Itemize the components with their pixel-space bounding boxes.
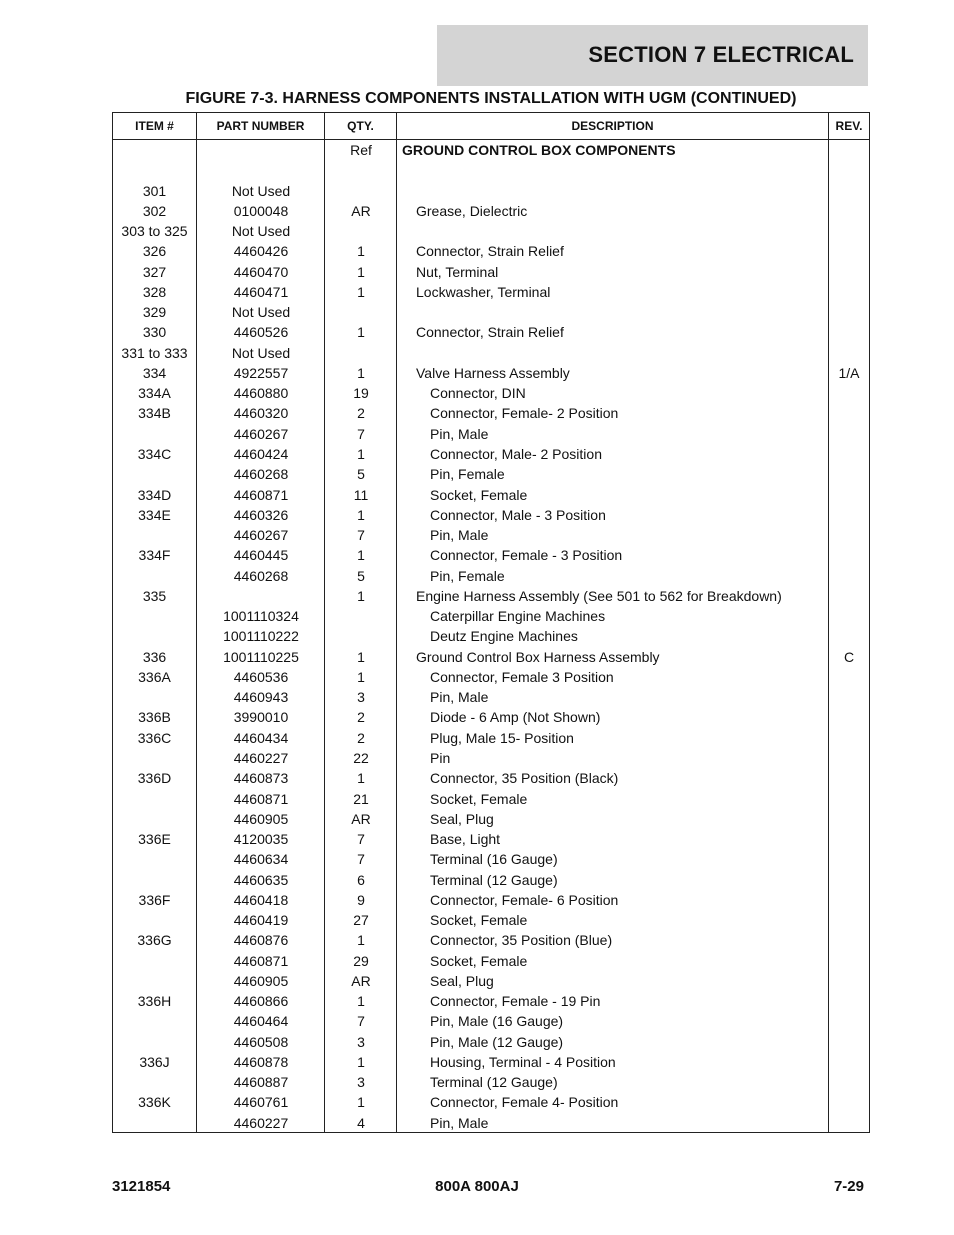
table-row bbox=[113, 545, 869, 565]
qty-cell: 7 bbox=[357, 425, 365, 442]
item-cell: 336 bbox=[142, 648, 167, 665]
qty-cell: 1 bbox=[357, 770, 365, 787]
footer-model: 800A 800AJ bbox=[435, 1178, 519, 1195]
item-cell: 334F bbox=[138, 547, 171, 564]
description-cell: Connector, 35 Position (Black) bbox=[430, 770, 619, 787]
qty-cell: 1 bbox=[357, 445, 365, 462]
qty-cell: Ref bbox=[350, 142, 372, 158]
qty-cell: 7 bbox=[357, 1013, 365, 1030]
table-row bbox=[113, 626, 869, 646]
qty-cell: 1 bbox=[357, 648, 365, 665]
description-cell: Pin, Male bbox=[430, 1114, 489, 1131]
item-cell: 301 bbox=[142, 182, 167, 199]
description-cell: GROUND CONTROL BOX COMPONENTS bbox=[402, 142, 676, 158]
item-cell: 336C bbox=[137, 729, 172, 746]
part-number-cell: 4460536 bbox=[233, 668, 289, 685]
table-row bbox=[113, 586, 869, 606]
column-header-rev: REV. bbox=[835, 119, 863, 133]
table-row bbox=[113, 1092, 869, 1112]
table-row bbox=[113, 322, 869, 342]
table-row bbox=[113, 140, 869, 160]
qty-cell: 1 bbox=[357, 932, 365, 949]
qty-cell: 1 bbox=[357, 993, 365, 1010]
description-cell: Lockwasher, Terminal bbox=[416, 283, 551, 300]
qty-cell: 1 bbox=[357, 587, 365, 604]
column-header-item: ITEM # bbox=[135, 119, 174, 133]
item-cell: 336E bbox=[138, 831, 171, 848]
table-row bbox=[113, 160, 869, 180]
part-number-cell: 4460424 bbox=[233, 445, 289, 462]
table-row bbox=[113, 1072, 869, 1092]
item-cell: 335 bbox=[142, 587, 167, 604]
description-cell: Base, Light bbox=[430, 831, 501, 848]
part-number-cell: 4460268 bbox=[233, 567, 289, 584]
description-cell: Seal, Plug bbox=[430, 810, 494, 827]
part-number-cell: 4460943 bbox=[233, 689, 289, 706]
qty-cell: 1 bbox=[357, 1053, 365, 1070]
table-row bbox=[113, 485, 869, 505]
qty-cell: AR bbox=[351, 202, 371, 219]
table-row bbox=[113, 302, 869, 322]
item-cell: 334E bbox=[138, 506, 171, 523]
qty-cell: 5 bbox=[357, 466, 365, 483]
part-number-cell: 4460878 bbox=[233, 1053, 289, 1070]
qty-cell: 1 bbox=[357, 668, 365, 685]
table-row bbox=[113, 687, 869, 707]
description-cell: Socket, Female bbox=[430, 486, 528, 503]
description-cell: Connector, 35 Position (Blue) bbox=[430, 932, 613, 949]
column-header-description: DESCRIPTION bbox=[571, 119, 654, 133]
table-row bbox=[113, 363, 869, 383]
part-number-cell: 4922557 bbox=[233, 364, 289, 381]
table-row bbox=[113, 424, 869, 444]
table-row bbox=[113, 910, 869, 930]
part-number-cell: Not Used bbox=[231, 223, 291, 240]
part-number-cell: 4460880 bbox=[233, 385, 289, 402]
item-cell: 334A bbox=[138, 385, 171, 402]
description-cell: Connector, Female 4- Position bbox=[430, 1094, 619, 1111]
rev-cell: C bbox=[843, 648, 855, 665]
table-row bbox=[113, 201, 869, 221]
part-number-cell: 4460464 bbox=[233, 1013, 289, 1030]
part-number-cell: 3990010 bbox=[233, 709, 289, 726]
part-number-cell: 4460905 bbox=[233, 972, 289, 989]
item-cell: 336H bbox=[137, 993, 172, 1010]
part-number-cell: 4460471 bbox=[233, 283, 289, 300]
table-row bbox=[113, 464, 869, 484]
part-number-cell: 1001110225 bbox=[223, 648, 299, 665]
qty-cell: 1 bbox=[357, 364, 365, 381]
qty-cell: 11 bbox=[353, 486, 369, 503]
description-cell: Plug, Male 15- Position bbox=[430, 729, 574, 746]
part-number-cell: 4460634 bbox=[233, 851, 289, 868]
description-cell: Socket, Female bbox=[430, 952, 528, 969]
table-row bbox=[113, 181, 869, 201]
part-number-cell: 4460267 bbox=[233, 425, 289, 442]
description-cell: Terminal (12 Gauge) bbox=[430, 1074, 558, 1091]
description-cell: Connector, Female - 19 Pin bbox=[430, 993, 601, 1010]
part-number-cell: 4460434 bbox=[233, 729, 289, 746]
item-cell: 329 bbox=[142, 304, 167, 321]
description-cell: Engine Harness Assembly (See 501 to 562 for Breakdown) bbox=[416, 587, 782, 604]
figure-title: FIGURE 7-3. HARNESS COMPONENTS INSTALLATION WITH UGM (CONTINUED) bbox=[185, 90, 797, 107]
column-header-part-number: PART NUMBER bbox=[216, 119, 305, 133]
item-cell: 334B bbox=[138, 405, 171, 422]
part-number-cell: 4460871 bbox=[233, 486, 289, 503]
part-number-cell: 4460227 bbox=[233, 749, 289, 766]
qty-cell: 6 bbox=[357, 871, 365, 888]
table-row bbox=[113, 606, 869, 626]
item-cell: 331 to 333 bbox=[121, 344, 188, 361]
qty-cell: 5 bbox=[357, 567, 365, 584]
qty-cell: 21 bbox=[353, 790, 369, 807]
qty-cell: 1 bbox=[357, 547, 365, 564]
qty-cell: 22 bbox=[353, 749, 369, 766]
description-cell: Valve Harness Assembly bbox=[416, 364, 570, 381]
qty-cell: 3 bbox=[357, 1033, 365, 1050]
item-cell: 334 bbox=[142, 364, 167, 381]
part-number-cell: 4460426 bbox=[233, 243, 289, 260]
table-row bbox=[113, 849, 869, 869]
table-row bbox=[113, 241, 869, 261]
table-row bbox=[113, 890, 869, 910]
table-row bbox=[113, 1011, 869, 1031]
description-cell: Connector, Female 3 Position bbox=[430, 668, 614, 685]
table-row bbox=[113, 1113, 869, 1133]
section-banner bbox=[437, 25, 868, 86]
part-number-cell: 4120035 bbox=[233, 831, 289, 848]
part-number-cell: 4460761 bbox=[233, 1094, 289, 1111]
part-number-cell: Not Used bbox=[231, 182, 291, 199]
part-number-cell: 4460635 bbox=[233, 871, 289, 888]
qty-cell: 7 bbox=[357, 851, 365, 868]
qty-cell: 1 bbox=[357, 263, 365, 280]
table-row bbox=[113, 262, 869, 282]
part-number-cell: 4460267 bbox=[233, 527, 289, 544]
table-row bbox=[113, 768, 869, 788]
part-number-cell: 1001110324 bbox=[223, 608, 299, 625]
part-number-cell: 4460268 bbox=[233, 466, 289, 483]
table-row bbox=[113, 221, 869, 241]
table-row bbox=[113, 748, 869, 768]
table-row bbox=[113, 707, 869, 727]
qty-cell: 1 bbox=[357, 283, 365, 300]
description-cell: Ground Control Box Harness Assembly bbox=[416, 648, 660, 665]
rev-cell: 1/A bbox=[838, 364, 860, 381]
description-cell: Terminal (12 Gauge) bbox=[430, 871, 558, 888]
part-number-cell: 4460320 bbox=[233, 405, 289, 422]
description-cell: Pin, Male bbox=[430, 527, 489, 544]
description-cell: Connector, DIN bbox=[430, 385, 526, 402]
item-cell: 336B bbox=[138, 709, 171, 726]
part-number-cell: 4460526 bbox=[233, 324, 289, 341]
description-cell: Connector, Strain Relief bbox=[416, 243, 564, 260]
qty-cell: 2 bbox=[357, 729, 365, 746]
item-cell: 326 bbox=[142, 243, 167, 260]
qty-cell: 7 bbox=[357, 527, 365, 544]
qty-cell: 1 bbox=[357, 1094, 365, 1111]
table-row bbox=[113, 951, 869, 971]
table-row bbox=[113, 525, 869, 545]
item-cell: 328 bbox=[142, 283, 167, 300]
description-cell: Pin, Female bbox=[430, 567, 505, 584]
part-number-cell: 4460470 bbox=[233, 263, 289, 280]
description-cell: Connector, Strain Relief bbox=[416, 324, 564, 341]
part-number-cell: 4460419 bbox=[233, 912, 289, 929]
description-cell: Connector, Male- 2 Position bbox=[430, 445, 602, 462]
part-number-cell: 4460326 bbox=[233, 506, 289, 523]
description-cell: Housing, Terminal - 4 Position bbox=[430, 1053, 616, 1070]
table-row bbox=[113, 667, 869, 687]
part-number-cell: Not Used bbox=[231, 344, 291, 361]
part-number-cell: 4460905 bbox=[233, 810, 289, 827]
table-body bbox=[113, 140, 869, 1133]
table-row bbox=[113, 444, 869, 464]
qty-cell: 29 bbox=[353, 952, 369, 969]
qty-cell: 4 bbox=[357, 1114, 365, 1131]
qty-cell: 19 bbox=[353, 385, 369, 402]
description-cell: Terminal (16 Gauge) bbox=[430, 851, 558, 868]
item-cell: 302 bbox=[142, 202, 167, 219]
qty-cell: 2 bbox=[357, 405, 365, 422]
description-cell: Pin bbox=[430, 749, 451, 766]
table-row bbox=[113, 930, 869, 950]
table-row bbox=[113, 829, 869, 849]
table-row bbox=[113, 282, 869, 302]
description-cell: Pin, Male (16 Gauge) bbox=[430, 1013, 564, 1030]
part-number-cell: Not Used bbox=[231, 304, 291, 321]
description-cell: Caterpillar Engine Machines bbox=[430, 608, 606, 625]
qty-cell: 1 bbox=[357, 243, 365, 260]
part-number-cell: 0100048 bbox=[233, 202, 289, 219]
footer-document-number: 3121854 bbox=[112, 1178, 171, 1195]
qty-cell: 27 bbox=[353, 912, 369, 929]
part-number-cell: 4460445 bbox=[233, 547, 289, 564]
table-row bbox=[113, 403, 869, 423]
description-cell: Grease, Dielectric bbox=[416, 202, 528, 219]
description-cell: Pin, Male bbox=[430, 689, 489, 706]
description-cell: Pin, Female bbox=[430, 466, 505, 483]
table-row bbox=[113, 566, 869, 586]
item-cell: 334D bbox=[137, 486, 172, 503]
item-cell: 336K bbox=[138, 1094, 171, 1111]
table-row bbox=[113, 809, 869, 829]
item-cell: 334C bbox=[137, 445, 172, 462]
item-cell: 303 to 325 bbox=[121, 223, 188, 240]
qty-cell: 1 bbox=[357, 324, 365, 341]
table-row bbox=[113, 1032, 869, 1052]
description-cell: Pin, Male (12 Gauge) bbox=[430, 1033, 564, 1050]
part-number-cell: 4460871 bbox=[233, 790, 289, 807]
description-cell: Connector, Male - 3 Position bbox=[430, 506, 606, 523]
table-row bbox=[113, 870, 869, 890]
part-number-cell: 4460227 bbox=[233, 1114, 289, 1131]
qty-cell: 1 bbox=[357, 506, 365, 523]
description-cell: Connector, Female- 6 Position bbox=[430, 891, 619, 908]
description-cell: Pin, Male bbox=[430, 425, 489, 442]
table-row bbox=[113, 1052, 869, 1072]
part-number-cell: 4460876 bbox=[233, 932, 289, 949]
description-cell: Socket, Female bbox=[430, 790, 528, 807]
item-cell: 336G bbox=[137, 932, 172, 949]
item-cell: 336J bbox=[139, 1053, 170, 1070]
table-row bbox=[113, 971, 869, 991]
part-number-cell: 4460418 bbox=[233, 891, 289, 908]
item-cell: 330 bbox=[142, 324, 167, 341]
description-cell: Connector, Female - 3 Position bbox=[430, 547, 623, 564]
section-title: SECTION 7 ELECTRICAL bbox=[588, 42, 854, 67]
description-cell: Connector, Female- 2 Position bbox=[430, 405, 619, 422]
description-cell: Nut, Terminal bbox=[416, 263, 499, 280]
description-cell: Diode - 6 Amp (Not Shown) bbox=[430, 709, 601, 726]
table-row bbox=[113, 343, 869, 363]
table-row bbox=[113, 505, 869, 525]
part-number-cell: 4460871 bbox=[233, 952, 289, 969]
table-row bbox=[113, 647, 869, 667]
qty-cell: 9 bbox=[357, 891, 365, 908]
table-row bbox=[113, 789, 869, 809]
part-number-cell: 4460866 bbox=[233, 993, 289, 1010]
part-number-cell: 4460887 bbox=[233, 1074, 289, 1091]
qty-cell: 3 bbox=[357, 1074, 365, 1091]
description-cell: Deutz Engine Machines bbox=[430, 628, 578, 645]
item-cell: 336D bbox=[137, 770, 172, 787]
item-cell: 336F bbox=[138, 891, 171, 908]
qty-cell: AR bbox=[351, 972, 371, 989]
footer-page-number: 7-29 bbox=[833, 1178, 864, 1195]
part-number-cell: 4460873 bbox=[233, 770, 289, 787]
qty-cell: AR bbox=[351, 810, 371, 827]
description-cell: Seal, Plug bbox=[430, 972, 494, 989]
parts-table bbox=[112, 112, 870, 1133]
part-number-cell: 4460508 bbox=[233, 1033, 289, 1050]
item-cell: 327 bbox=[142, 263, 167, 280]
column-header-qty: QTY. bbox=[347, 119, 374, 133]
table-row bbox=[113, 728, 869, 748]
table-row bbox=[113, 383, 869, 403]
description-cell: Socket, Female bbox=[430, 912, 528, 929]
part-number-cell: 1001110222 bbox=[223, 628, 299, 645]
qty-cell: 7 bbox=[357, 831, 365, 848]
item-cell: 336A bbox=[138, 668, 171, 685]
qty-cell: 3 bbox=[357, 689, 365, 706]
qty-cell: 2 bbox=[357, 709, 365, 726]
table-row bbox=[113, 991, 869, 1011]
